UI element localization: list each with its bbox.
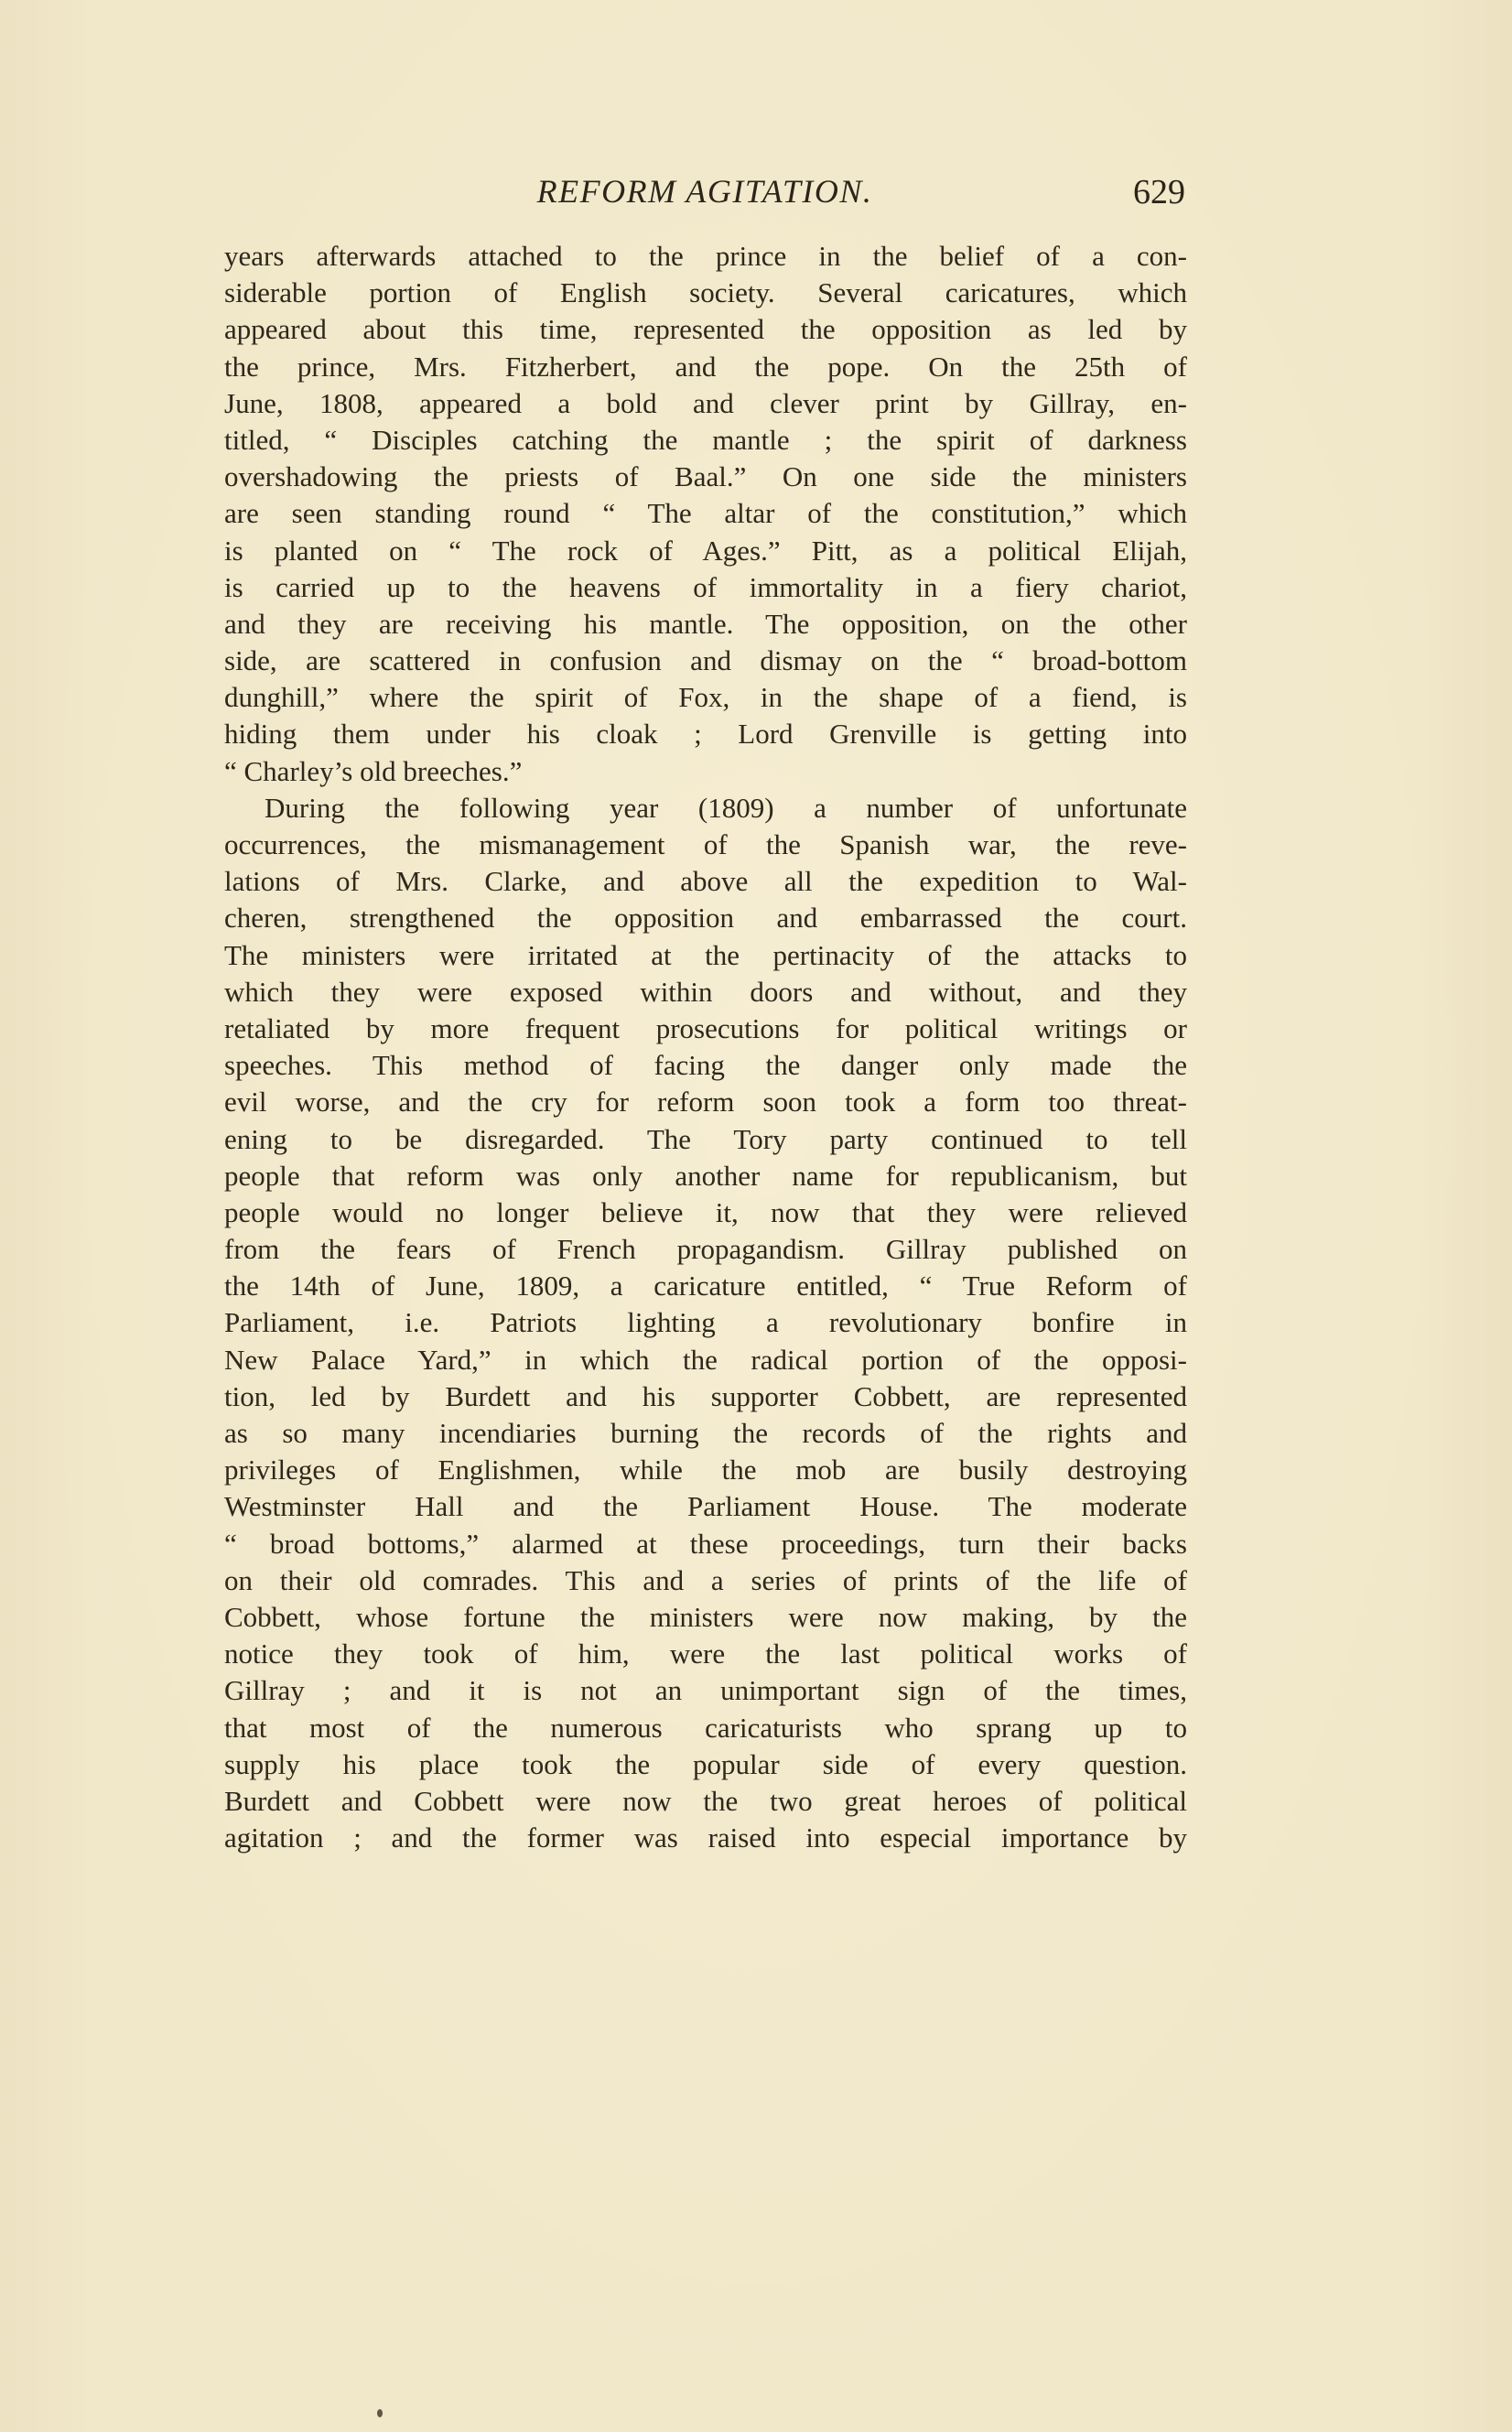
- text-line: titled, “ Disciples catching the mantle ; the spirit of darkness: [224, 423, 1187, 456]
- text-line: supply his place took the popular side of every question.: [224, 1747, 1187, 1780]
- text-line: Parliament, i.e. Patriots lighting a revolutionary bonfire in: [224, 1306, 1187, 1339]
- text-line: the prince, Mrs. Fitzherbert, and the pope. On the 25th of: [224, 350, 1187, 383]
- text-line: evil worse, and the cry for reform soon took a form too threat-: [224, 1086, 1187, 1119]
- text-line: retaliated by more frequent prosecutions for political writings or: [224, 1011, 1187, 1044]
- text-line: June, 1808, appeared a bold and clever print by Gillray, en-: [224, 386, 1187, 419]
- text-line: speeches. This method of facing the danger only made the: [224, 1049, 1187, 1082]
- text-line: The ministers were irritated at the pertinacity of the attacks to: [224, 938, 1187, 971]
- text-line: years afterwards attached to the prince in the belief of a con-: [224, 240, 1187, 272]
- text-line: “ broad bottoms,” alarmed at these proceedings, turn their backs: [224, 1527, 1187, 1560]
- text-line: agitation ; and the former was raised into especial importance by: [224, 1821, 1187, 1854]
- running-title: REFORM AGITATION.: [536, 173, 873, 210]
- text-line: and they are receiving his mantle. The opposition, on the other: [224, 607, 1187, 640]
- text-line: During the following year (1809) a number of unfortunate: [265, 791, 1187, 824]
- text-line: hiding them under his cloak ; Lord Grenville is getting into: [224, 718, 1187, 751]
- text-line: occurrences, the mismanagement of the Spanish war, the reve-: [224, 828, 1187, 860]
- text-line: is carried up to the heavens of immortality in a fiery chariot,: [224, 570, 1187, 603]
- text-line: is planted on “ The rock of Ages.” Pitt, as a political Elijah,: [224, 534, 1187, 567]
- text-line: people would no longer believe it, now that they were relieved: [224, 1195, 1187, 1228]
- text-line: siderable portion of English society. Several caricatures, which: [224, 276, 1187, 309]
- text-line: Burdett and Cobbett were now the two great heroes of political: [224, 1784, 1187, 1817]
- text-line: side, are scattered in confusion and dismay on the “ broad-bottom: [224, 644, 1187, 677]
- text-line: the 14th of June, 1809, a caricature entitled, “ True Reform of: [224, 1270, 1187, 1302]
- text-line: as so many incendiaries burning the records of the rights and: [224, 1417, 1187, 1449]
- text-line: Westminster Hall and the Parliament House. The moderate: [224, 1490, 1187, 1523]
- text-line: that most of the numerous caricaturists who sprang up to: [224, 1711, 1187, 1744]
- text-line: Gillray ; and it is not an unimportant sign of the times,: [224, 1674, 1187, 1707]
- text-line: from the fears of French propagandism. Gillray published on: [224, 1233, 1187, 1266]
- body-text: [224, 238, 1187, 1856]
- text-line: lations of Mrs. Clarke, and above all the expedition to Wal-: [224, 865, 1187, 898]
- running-head: [224, 172, 1185, 227]
- text-line: people that reform was only another name for republicanism, but: [224, 1159, 1187, 1192]
- text-line: New Palace Yard,” in which the radical portion of the opposi-: [224, 1343, 1187, 1376]
- text-line: which they were exposed within doors and without, and they: [224, 975, 1187, 1008]
- ink-speck: [377, 2409, 383, 2417]
- text-line: “ Charley’s old breeches.”: [224, 754, 523, 787]
- text-line: notice they took of him, were the last political works of: [224, 1638, 1187, 1670]
- text-line: tion, led by Burdett and his supporter Cobbett, are represented: [224, 1379, 1187, 1412]
- text-line: ening to be disregarded. The Tory party continued to tell: [224, 1122, 1187, 1155]
- text-line: appeared about this time, represented the opposition as led by: [224, 313, 1187, 346]
- text-line: privileges of Englishmen, while the mob are busily destroying: [224, 1454, 1187, 1486]
- text-line: are seen standing round “ The altar of the constitution,” which: [224, 497, 1187, 530]
- text-line: cheren, strengthened the opposition and embarrassed the court.: [224, 902, 1187, 935]
- text-line: Cobbett, whose fortune the ministers were now making, by the: [224, 1600, 1187, 1633]
- text-line: on their old comrades. This and a series of prints of the life of: [224, 1563, 1187, 1596]
- text-line: overshadowing the priests of Baal.” On one side the ministers: [224, 460, 1187, 493]
- text-line: dunghill,” where the spirit of Fox, in the shape of a fiend, is: [224, 681, 1187, 714]
- page-number: 629: [1133, 173, 1185, 211]
